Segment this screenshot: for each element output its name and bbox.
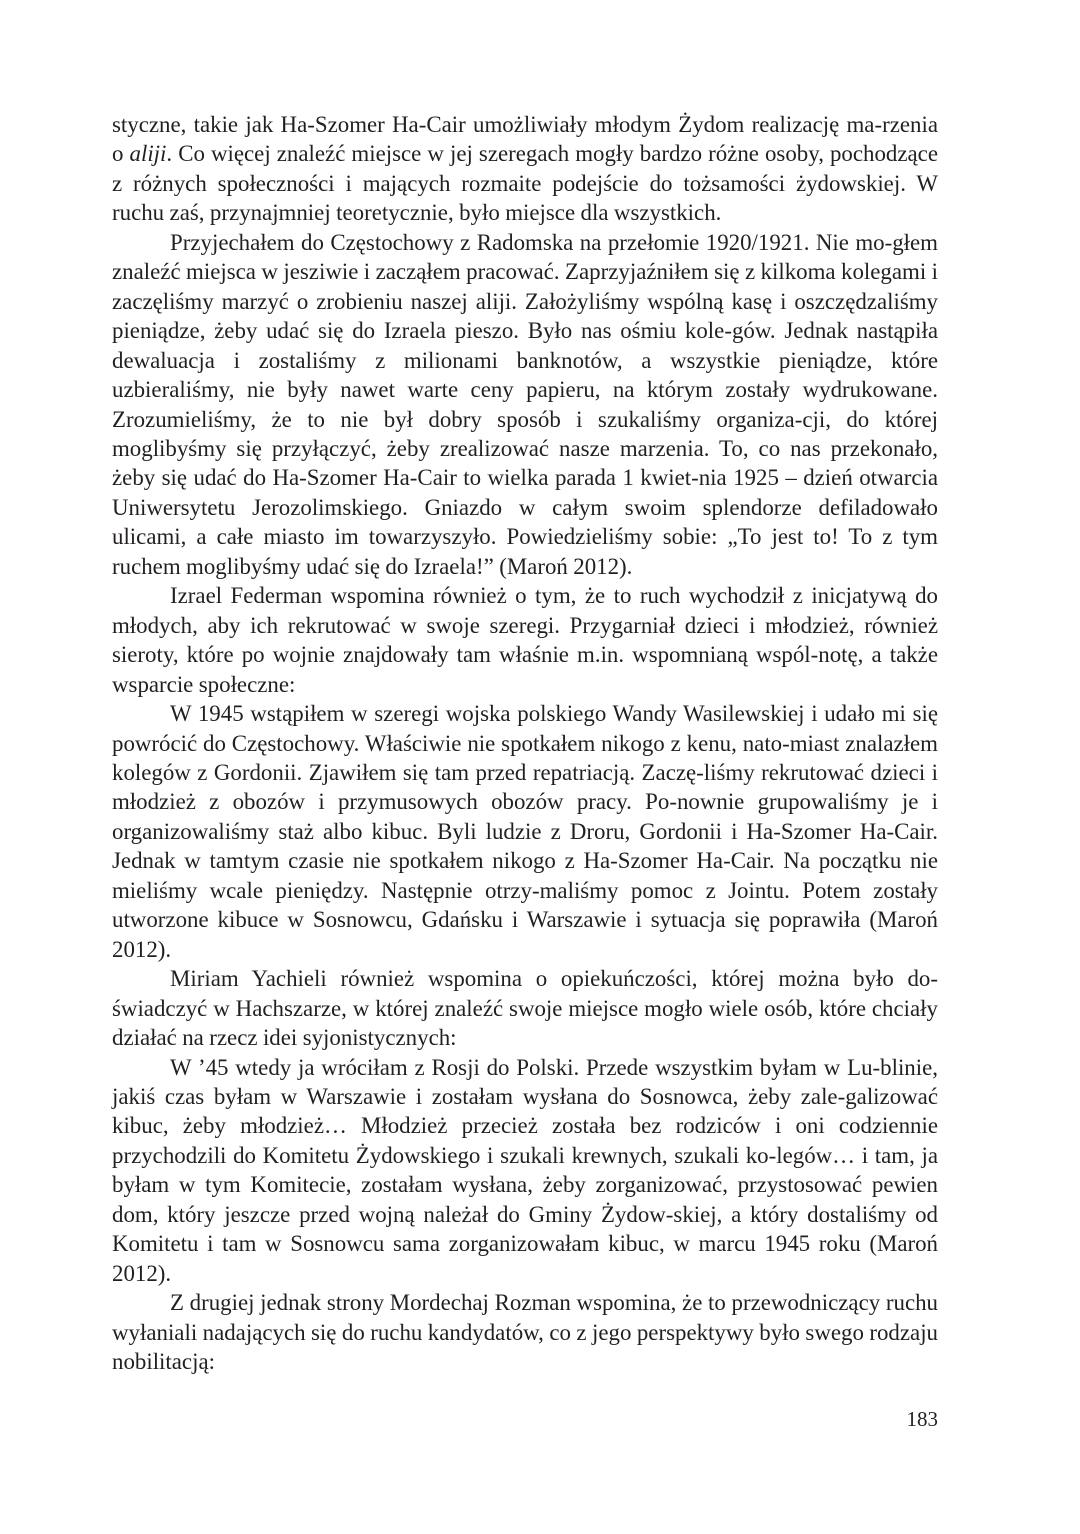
paragraph-3: Izrael Federman wspomina również o tym, że to ruch wychodził z inicjatywą do młodych, aby ich rekrutować w swoje szeregi. Przygarniał dzieci i młodzież, również sieroty, które po wojnie znajdowały tam właśnie m.in. wspomnianą wspól-notę, a także wsparcie społeczne: [112, 583, 938, 697]
body-text [112, 110, 938, 1376]
paragraph-4: W 1945 wstąpiłem w szeregi wojska polskiego Wandy Wasilewskiej i udało mi się powrócić do Częstochowy. Właściwie nie spotkałem nikogo z kenu, nato-miast znalazłem kolegów z Gordonii. Zjawiłem się tam przed repatriacją. Zaczę-liśmy rekrutować dzieci i młodzież z obozów i przymusowych obozów pracy. Po-nownie grupowaliśmy je i organizowaliśmy staż albo kibuc. Byli ludzie z Droru, Gordonii i Ha-Szomer Ha-Cair. Jednak w tamtym czasie nie spotkałem nikogo z Ha-Szomer Ha-Cair. Na początku nie mieliśmy wcale pieniędzy. Następnie otrzy-maliśmy pomoc z Jointu. Potem zostały utworzone kibuce w Sosnowcu, Gdańsku i Warszawie i sytuacja się poprawiła (Maroń 2012). [112, 701, 938, 962]
paragraph-1-text-before: styczne, takie jak Ha-Szomer Ha-Cair umożliwiały młodym Żydom realizację ma-rzenia o [112, 112, 938, 167]
paragraph-7: Z drugiej jednak strony Mordechaj Rozman wspomina, że to przewodniczący ruchu wyłaniali nadających się do ruchu kandydatów, co z jego perspektywy było swego rodzaju nobilitacją: [112, 1290, 938, 1375]
paragraph-5: Miriam Yachieli również wspomina o opiekuńczości, której można było do-świadczyć w Hachszarze, w której znaleźć swoje miejsce mogło wiele osób, które chciały działać na rzecz idei syjonistycznych: [112, 966, 938, 1051]
paragraph-1-text-after: . Co więcej znaleźć miejsce w jej szeregach mogły bardzo różne osoby, pochodzące z różnych społeczności i mających rozmaite podejście do tożsamości żydowskiej. W ruchu zaś, przynajmniej teoretycznie, było miejsce dla wszystkich. [112, 141, 939, 226]
page-number: 183 [906, 1407, 938, 1431]
paragraph-6: W ’45 wtedy ja wróciłam z Rosji do Polski. Przede wszystkim byłam w Lu-blinie, jakiś czas byłam w Warszawie i zostałam wysłana do Sosnowca, żeby zale-galizować kibuc, żeby młodzież… Młodzież przecież została bez rodziców i oni codziennie przychodzili do Komitetu Żydowskiego i szukali krewnych, szukali ko-legów… i tam, ja byłam w tym Komitecie, zostałam wysłana, żeby zorganizować, przystosować pewien dom, który jeszcze przed wojną należał do Gminy Żydow-skiej, a który dostaliśmy od Komitetu i tam w Sosnowcu sama zorganizowałam kibuc, w marcu 1945 roku (Maroń 2012). [112, 1054, 938, 1286]
italic-term-aliji: aliji [129, 141, 167, 167]
paragraph-2: Przyjechałem do Częstochowy z Radomska na przełomie 1920/1921. Nie mo-głem znaleźć miejsca w jesziwie i zacząłem pracować. Zaprzyjaźniłem się z kilkoma kolegami i zaczęliśmy marzyć o zrobieniu naszej aliji. Założyliśmy wspólną kasę i oszczędzaliśmy pieniądze, żeby udać się do Izraela pieszo. Było nas ośmiu kole-gów. Jednak nastąpiła dewaluacja i zostaliśmy z milionami banknotów, a wszystkie pieniądze, które uzbieraliśmy, nie były nawet warte ceny papieru, na którym zostały wydrukowane. Zrozumieliśmy, że to nie był dobry sposób i szukaliśmy organiza-cji, do której moglibyśmy się przyłączyć, żeby zrealizować nasze marzenia. To, co nas przekonało, żeby się udać do Ha-Szomer Ha-Cair to wielka parada 1 kwiet-nia 1925 – dzień otwarcia Uniwersytetu Jerozolimskiego. Gniazdo w całym swoim splendorze defiladowało ulicami, a całe miasto im towarzyszyło. Powiedzieliśmy sobie: „To jest to! To z tym ruchem moglibyśmy udać się do Izraela!” (Maroń 2012). [112, 229, 938, 579]
paragraph-1 [112, 110, 938, 228]
